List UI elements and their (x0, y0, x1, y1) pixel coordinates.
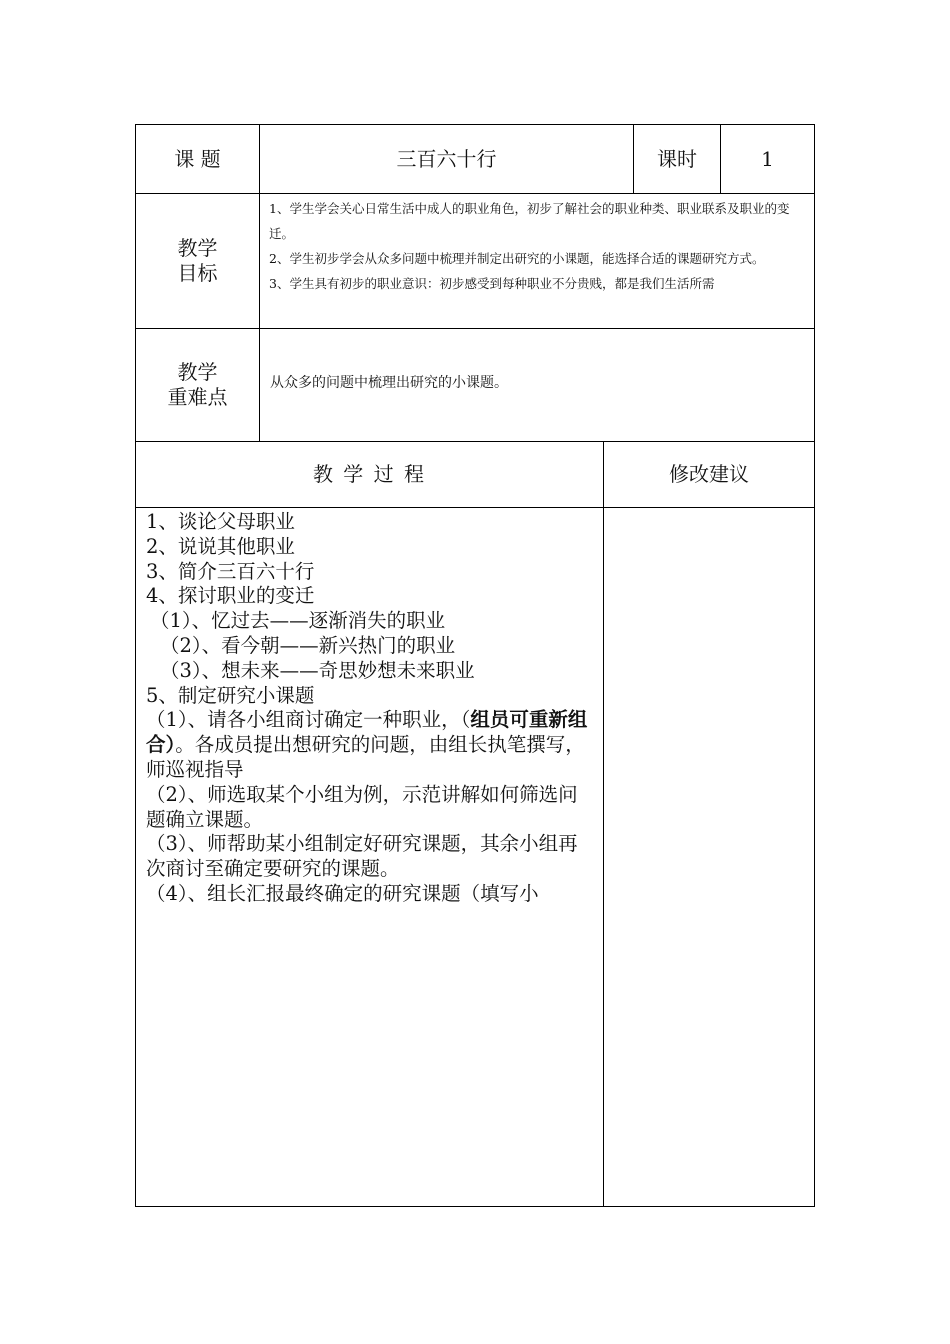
difficulty-label-line2: 重难点 (167, 385, 228, 409)
process-content (136, 507, 603, 1206)
objective-item: 2、学生初步学会从众多问题中梳理并制定出研究的小课题，能选择合适的课题研究方式。 (269, 251, 765, 266)
process-step-1 (146, 708, 597, 782)
objectives-label-line1: 教学 (177, 236, 218, 260)
suggestion-header: 修改建议 (603, 441, 814, 507)
topic-value: 三百六十行 (259, 125, 633, 193)
objective-item: 3、学生具有初步的职业意识：初步感受到每种职业不分贵贱，都是我们生活所需 (269, 276, 715, 291)
step1-suffix: 。各成员提出想研究的问题，由组长执笔撰写，师巡视指导 (146, 733, 585, 781)
process-step-4: （4）、组长汇报最终确定的研究课题（填写小 (146, 881, 539, 905)
process-line: 3、简介三百六十行 (146, 559, 315, 583)
topic-label: 课 题 (174, 146, 221, 171)
objectives-label (136, 193, 259, 328)
process-line: （2）、看今朝——新兴热门的职业 (160, 633, 456, 657)
step1-bold: 组员可重新组合） (146, 708, 588, 757)
suggestion-content (603, 507, 814, 1206)
process-line: 1、谈论父母职业 (146, 510, 295, 533)
difficulty-content: 从众多的问题中梳理出研究的小课题。 (259, 328, 814, 441)
period-label: 课时 (633, 125, 720, 193)
process-header: 教 学 过 程 (136, 441, 603, 507)
lesson-plan-table (135, 124, 815, 1207)
process-line: 4、探讨职业的变迁 (146, 584, 315, 608)
step1-prefix: （1）、请各小组商讨确定一种职业，（ (146, 708, 471, 732)
objective-item: 1、学生学会关心日常生活中成人的职业角色，初步了解社会的职业种类、职业联系及职业的变迁。 (269, 201, 790, 241)
difficulty-label (136, 328, 259, 441)
objectives-content (259, 193, 814, 328)
process-line: 5、制定研究小课题 (146, 683, 315, 707)
difficulty-label-line1: 教学 (177, 360, 218, 384)
objectives-label-line2: 目标 (177, 261, 218, 285)
process-line: （3）、想未来——奇思妙想未来职业 (160, 658, 475, 682)
process-line: 2、说说其他职业 (146, 534, 295, 558)
process-step-2: （2）、师选取某个小组为例，示范讲解如何筛选问题确立课题。 (146, 782, 578, 831)
process-line: （1）、忆过去——逐渐消失的职业 (150, 609, 446, 633)
process-step-3: （3）、师帮助某小组制定好研究课题，其余小组再次商讨至确定要研究的课题。 (146, 832, 578, 881)
period-value: 1 (720, 125, 814, 193)
